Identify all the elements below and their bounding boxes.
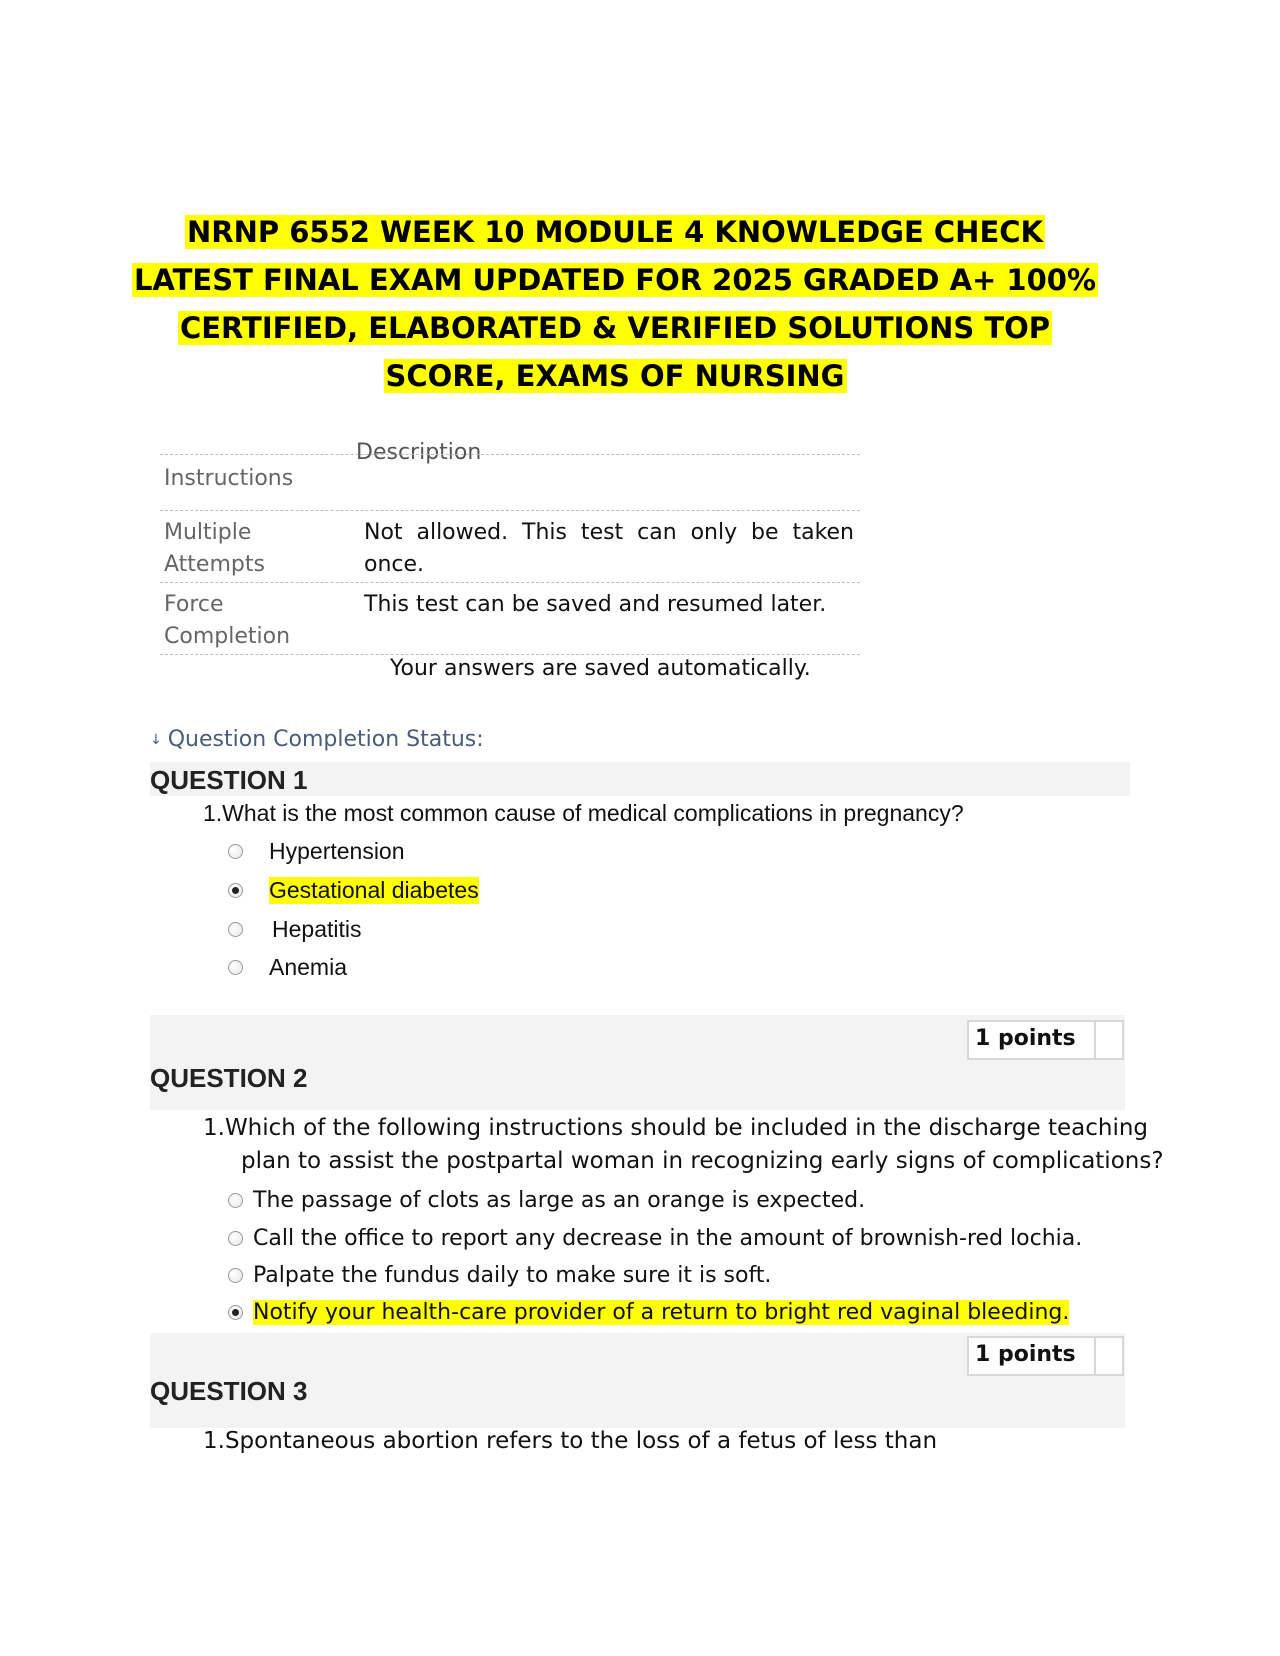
option-label: Call the office to report any decrease in the amount of brownish-red lochia.: [253, 1226, 1083, 1251]
question-1-text: 1.What is the most common cause of medical complications in pregnancy?: [203, 800, 964, 826]
question-2-title: QUESTION 2: [150, 1063, 308, 1093]
option-label: Palpate the fundus daily to make sure it is soft.: [253, 1263, 772, 1288]
description-header: Description: [356, 440, 482, 465]
option-label: The passage of clots as large as an orange is expected.: [253, 1188, 866, 1213]
info-value: Not allowed. This test can only be taken once.: [364, 520, 854, 577]
radio-button-selected[interactable]: [228, 1305, 243, 1320]
title-line-2: LATEST FINAL EXAM UPDATED FOR 2025 GRADED A+ 100%: [133, 263, 1097, 297]
info-label: Multiple Attempts: [164, 520, 265, 577]
option-label: Notify your health-care provider of a return to bright red vaginal bleeding.: [253, 1300, 1070, 1325]
points-cell: [1094, 1022, 1122, 1058]
radio-button[interactable]: [228, 960, 243, 975]
question-3-title: QUESTION 3: [150, 1376, 308, 1406]
question-2-option-3[interactable]: [228, 1263, 771, 1288]
document-title: [120, 208, 1110, 400]
title-line-3: CERTIFIED, ELABORATED & VERIFIED SOLUTIONS TOP: [179, 311, 1051, 345]
info-label: Force Completion: [164, 592, 291, 649]
completion-status-toggle[interactable]: [150, 727, 484, 752]
option-label: Gestational diabetes: [269, 877, 479, 903]
radio-button[interactable]: [228, 844, 243, 859]
question-2-option-4[interactable]: [228, 1300, 1069, 1325]
info-value: This test can be saved and resumed later.: [364, 592, 827, 617]
option-label: Anemia: [269, 954, 347, 980]
info-row-instructions: [160, 454, 860, 511]
question-2-option-2[interactable]: [228, 1226, 1082, 1251]
radio-button[interactable]: [228, 1268, 243, 1283]
radio-button[interactable]: [228, 1193, 243, 1208]
question-1-option-3[interactable]: [228, 916, 361, 943]
question-1-title: QUESTION 1: [150, 765, 308, 795]
radio-button[interactable]: [228, 922, 243, 937]
info-divider: [160, 654, 860, 655]
info-row-force-completion: [160, 582, 860, 655]
completion-status-label: Question Completion Status:: [167, 727, 484, 752]
auto-save-note: Your answers are saved automatically.: [390, 656, 811, 681]
info-row-multiple-attempts: [160, 510, 860, 583]
question-3-text: 1.Spontaneous abortion refers to the loss of a fetus of less than: [203, 1428, 938, 1454]
points-label: 1 points: [975, 1342, 1076, 1367]
question-1-points: [967, 1020, 1124, 1060]
question-2-option-1[interactable]: [228, 1188, 865, 1213]
title-line-4: SCORE, EXAMS OF NURSING: [385, 359, 845, 393]
question-1-option-1[interactable]: [228, 838, 405, 865]
question-2-text-line-1: 1.Which of the following instructions should be included in the discharge teaching: [203, 1115, 1149, 1141]
points-cell: [1094, 1338, 1122, 1374]
chevron-down-icon: ↓: [150, 732, 162, 748]
points-label: 1 points: [975, 1026, 1076, 1051]
title-line-1: NRNP 6552 WEEK 10 MODULE 4 KNOWLEDGE CHECK: [186, 215, 1044, 249]
question-2-points: [967, 1336, 1124, 1376]
option-label: Hepatitis: [272, 916, 362, 942]
question-2-text-line-2: plan to assist the postpartal woman in recognizing early signs of complications?: [241, 1148, 1164, 1174]
info-label: Instructions: [164, 466, 294, 491]
question-1-option-2[interactable]: [228, 877, 479, 904]
option-label: Hypertension: [269, 838, 405, 864]
radio-button-selected[interactable]: [228, 883, 243, 898]
question-1-option-4[interactable]: [228, 954, 347, 981]
radio-button[interactable]: [228, 1231, 243, 1246]
